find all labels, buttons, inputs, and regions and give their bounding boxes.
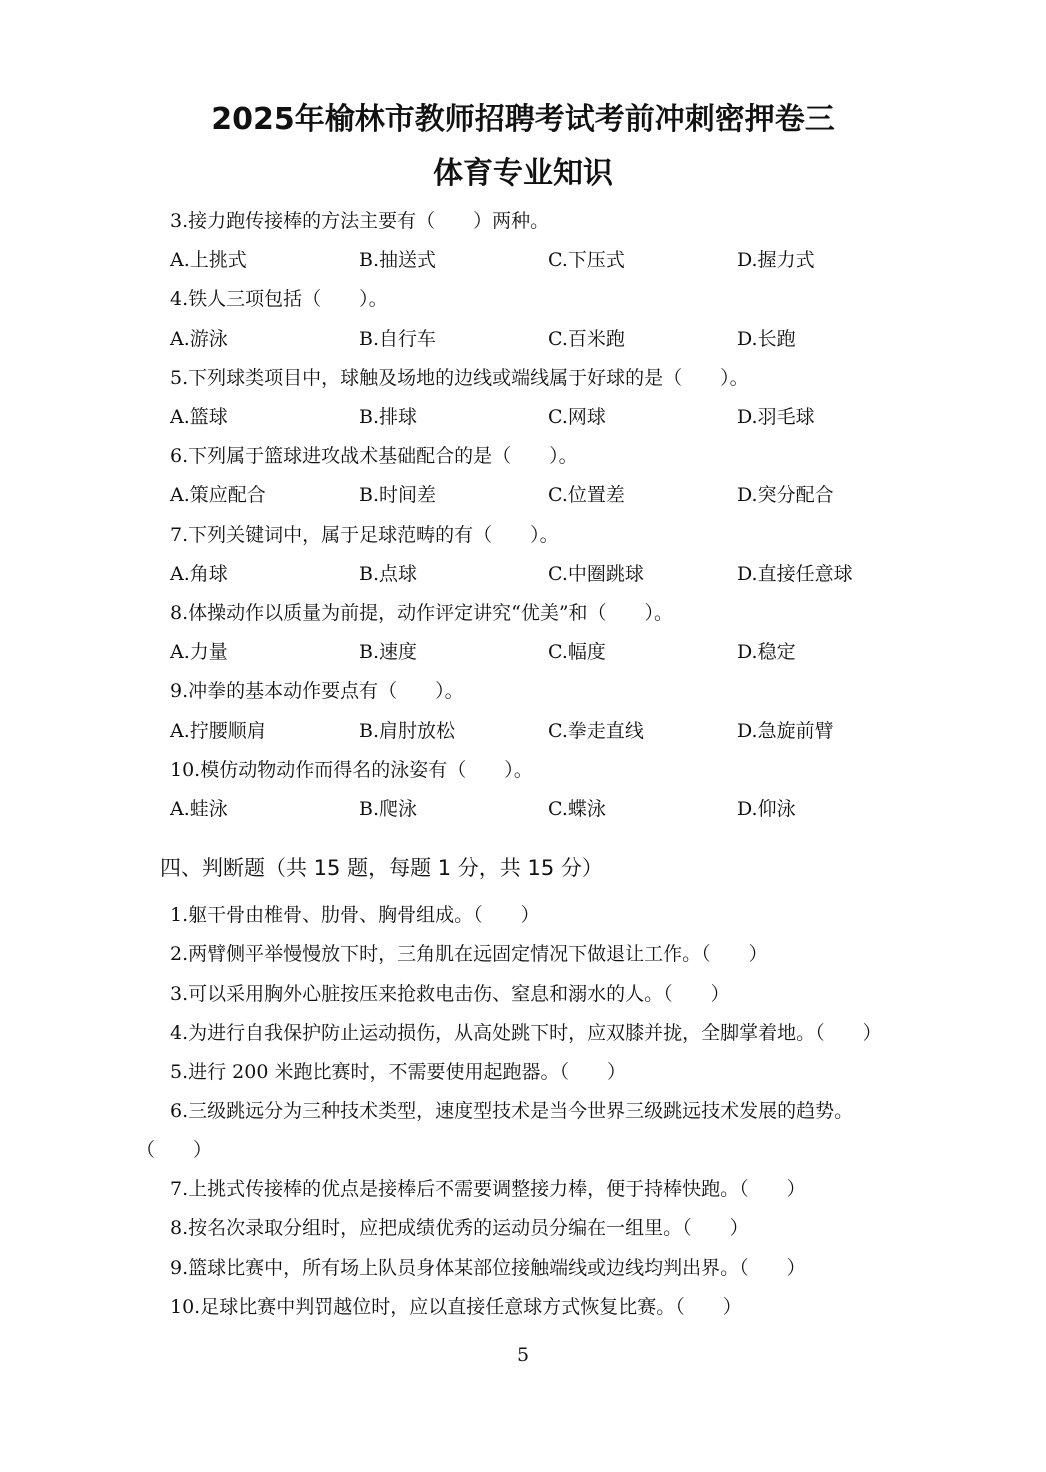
true-false-question: 2.两臂侧平举慢慢放下时，三角肌在远固定情况下做退让工作。（ ） <box>170 943 768 965</box>
true-false-question: 3.可以采用胸外心脏按压来抢救电击伤、窒息和溺水的人。（ ） <box>170 983 730 1005</box>
answer-option: D.羽毛球 <box>737 406 815 428</box>
answer-option: A.策应配合 <box>170 484 266 507</box>
question-text: 9.冲拳的基本动作要点有（ ）。 <box>170 680 464 703</box>
answer-option: C.中圈跳球 <box>548 562 644 585</box>
answer-option: B.速度 <box>359 641 418 664</box>
answer-option: D.急旋前臂 <box>737 719 834 742</box>
answer-option: C.拳走直线 <box>548 719 644 742</box>
question-text: 8.体操动作以质量为前提，动作评定讲究“优美”和（ ）。 <box>170 602 674 624</box>
answer-option: B.排球 <box>359 406 418 428</box>
question-text: 10.模仿动物动作而得名的泳姿有（ ）。 <box>170 758 533 781</box>
answer-option: D.突分配合 <box>737 484 834 507</box>
answer-option: B.点球 <box>359 562 418 585</box>
answer-option: D.稳定 <box>737 641 796 664</box>
question-text: 7.下列关键词中，属于足球范畴的有（ ）。 <box>170 523 559 546</box>
true-false-question: 7.上挑式传接棒的优点是接棒后不需要调整接力棒，便于持棒快跑。（ ） <box>170 1178 806 1200</box>
answer-option: A.游泳 <box>170 327 228 350</box>
answer-option: B.爬泳 <box>359 798 418 820</box>
true-false-question: 9.篮球比赛中，所有场上队员身体某部位接触端线或边线均判出界。（ ） <box>170 1257 806 1279</box>
true-false-question: 5.进行 200 米跑比赛时，不需要使用起跑器。（ ） <box>170 1061 626 1083</box>
answer-option: A.拧腰顺肩 <box>170 719 266 742</box>
answer-option: D.长跑 <box>737 327 796 350</box>
true-false-question: 10.足球比赛中判罚越位时，应以直接任意球方式恢复比赛。（ ） <box>170 1296 742 1318</box>
question-text: 5.下列球类项目中，球触及场地的边线或端线属于好球的是（ ）。 <box>170 366 749 389</box>
answer-option: D.握力式 <box>737 249 815 272</box>
answer-option: A.蛙泳 <box>170 798 228 820</box>
true-false-question: 6.三级跳远分为三种技术类型，速度型技术是当今世界三级跳远技术发展的趋势。 <box>170 1100 854 1122</box>
answer-option: C.下压式 <box>548 249 625 272</box>
answer-option: B.自行车 <box>359 327 437 350</box>
true-false-question: （ ） <box>136 1139 213 1161</box>
document-title: 2025年榆林市教师招聘考试考前冲刺密押卷三 <box>211 102 835 137</box>
true-false-question: 4.为进行自我保护防止运动损伤，从高处跳下时，应双膝并拢，全脚掌着地。（ ） <box>170 1022 882 1044</box>
answer-option: D.直接任意球 <box>737 562 853 585</box>
true-false-question: 1.躯干骨由椎骨、肋骨、胸骨组成。（ ） <box>170 904 540 926</box>
true-false-question: 8.按名次录取分组时，应把成绩优秀的运动员分编在一组里。（ ） <box>170 1217 749 1239</box>
answer-option: D.仰泳 <box>737 798 796 820</box>
answer-option: A.上挑式 <box>170 249 247 272</box>
question-text: 4.铁人三项包括（ ）。 <box>170 288 388 311</box>
question-text: 3.接力跑传接棒的方法主要有（ ）两种。 <box>170 210 550 232</box>
answer-option: A.力量 <box>170 641 228 664</box>
answer-option: C.位置差 <box>548 484 625 507</box>
document-subtitle: 体育专业知识 <box>433 156 613 191</box>
answer-option: B.肩肘放松 <box>359 719 456 742</box>
section-heading: 四、判断题（共 15 题，每题 1 分，共 15 分） <box>160 856 603 880</box>
answer-option: C.网球 <box>548 406 606 428</box>
page-number: 5 <box>516 1344 530 1366</box>
question-text: 6.下列属于篮球进攻战术基础配合的是（ ）。 <box>170 445 578 468</box>
answer-option: A.角球 <box>170 562 228 585</box>
answer-option: A.篮球 <box>170 406 228 428</box>
answer-option: B.抽送式 <box>359 249 437 272</box>
answer-option: C.幅度 <box>548 641 606 664</box>
answer-option: C.百米跑 <box>548 327 625 350</box>
answer-option: B.时间差 <box>359 484 437 507</box>
answer-option: C.蝶泳 <box>548 798 606 820</box>
